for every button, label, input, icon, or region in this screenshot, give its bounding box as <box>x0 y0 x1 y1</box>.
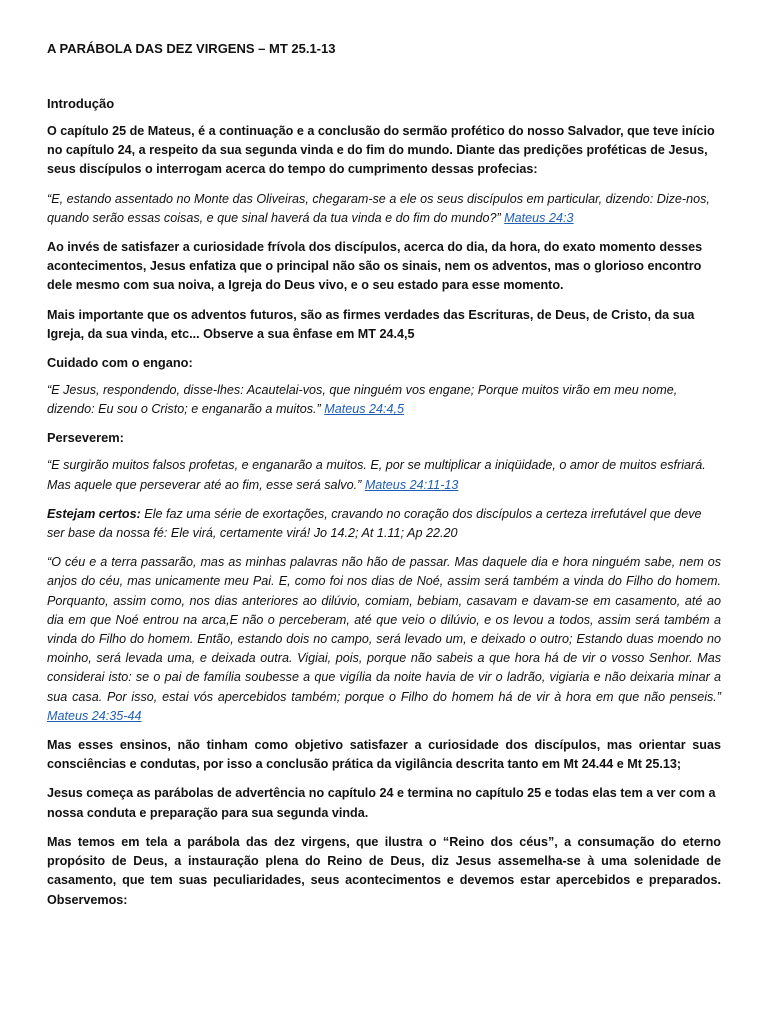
quote-text: “E Jesus, respondendo, disse-lhes: Acautelai-vos, que ninguém vos engane; Porque muitos virão em meu nome, dizendo: Eu sou o Cristo; e enganarão a muitos.” <box>47 383 678 417</box>
quote-mt-24-11-13 <box>47 456 721 494</box>
paragraph-estejam-certos <box>47 505 721 543</box>
paragraph-adventos: Mais importante que os adventos futuros, são as firmes verdades das Escrituras, de Deus, de Cristo, da sua Igreja, da sua vinda, etc... Observe a sua ênfase em MT 24.4,5 <box>47 307 695 341</box>
paragraph-curiosity: Ao invés de satisfazer a curiosidade frívola dos discípulos, acerca do dia, da hora, do exato momento desses acontecimentos, Jesus enfatiza que o principal não são os sinais, nem os adventos, mas o glorioso encontro dele mesmo com sua noiva, a Igreja do Deus vivo, e o seu estado para esse momento. <box>47 240 703 293</box>
quote-text: “E surgirão muitos falsos profetas, e enganarão a muitos. E, por se multiplicar a iniqüidade, o amor de muitos esfriará. Mas aquele que perseverar até ao fim, esse será salvo.” <box>47 458 706 492</box>
reference-link-mt-24-4-5[interactable]: Mateus 24:4,5 <box>324 402 405 417</box>
intro-heading: Introdução <box>47 96 115 111</box>
document-title: A PARÁBOLA DAS DEZ VIRGENS – MT 25.1-13 <box>47 41 336 56</box>
estejam-text: Ele faz uma série de exortações, cravando no coração dos discípulos a certeza irrefutável que deve ser base da nossa fé: Ele virá, certamente virá! Jo 14.2; At 1.11; Ap 22.20 <box>47 506 702 541</box>
quote-text: “E, estando assentado no Monte das Oliveiras, chegaram-se a ele os seus discípulos em particular, dizendo: Dize-nos, quando serão essas coisas, e que sinal haverá da tua vinda e do fim do mundo?” <box>47 191 710 225</box>
paragraph-parabolas: Jesus começa as parábolas de advertência no capítulo 24 e termina no capítulo 25 e todas elas tem a ver com a nossa conduta e preparação para sua segunda vinda. <box>47 786 716 820</box>
quote-mt-24-35-44 <box>47 553 721 726</box>
paragraph-dez-virgens: Mas temos em tela a parábola das dez virgens, que ilustra o “Reino dos céus”, a consumação do eterno propósito de Deus, a instauração plena do Reino de Deus, diz Jesus assemelha-se à uma solenidade de casamento, que tem suas peculiaridades, seus acontecimentos e devemos estar apercebidos e preparados. Observemos: <box>47 834 721 907</box>
reference-link-mt-24-35-44[interactable]: Mateus 24:35-44 <box>47 708 142 723</box>
heading-perseverem: Perseverem: <box>47 430 124 446</box>
reference-link-mt-24-3[interactable]: Mateus 24:3 <box>504 210 574 225</box>
reference-link-mt-24-11-13[interactable]: Mateus 24:11-13 <box>364 477 459 492</box>
estejam-lead: Estejam certos: <box>47 506 141 521</box>
quote-mt-24-4-5 <box>47 381 721 419</box>
paragraph-intro: O capítulo 25 de Mateus, é a continuação e a conclusão do sermão profético do nosso Salvador, que teve início no capítulo 24, a respeito da sua segunda vinda e do fim do mundo. Diante das predições proféticas de Jesus, seus discípulos o interrogam acerca do tempo do cumprimento dessas profecias: <box>47 124 715 177</box>
heading-engano: Cuidado com o engano: <box>47 355 193 371</box>
paragraph-ensinos: Mas esses ensinos, não tinham como objetivo satisfazer a curiosidade dos discípulos, mas orientar suas consciências e condutas, por isso a conclusão prática da vigilância descrita tanto em Mt 24.44 e Mt 25.13; <box>47 738 721 772</box>
quote-mt-24-3 <box>47 190 721 228</box>
quote-text: “O céu e a terra passarão, mas as minhas palavras não hão de passar. Mas daquele dia e hora ninguém sabe, nem os anjos do céu, mas unicamente meu Pai. E, como foi nos dias de Noé, assim será também a vinda do Filho do homem. Porquanto, assim como, nos dias anteriores ao dilúvio, comiam, bebiam, casavam e davam-se em casamento, até ao dia em que Noé entrou na arca,E não o perceberam, até que veio o dilúvio, e os levou a todos, assim será também a vinda do Filho do homem. Então, estando dois no campo, será levado um, e deixado o outro; Estando duas moendo no moinho, será levada uma, e deixada outra. Vigiai, pois, porque não sabeis a que hora há de vir o vosso Senhor. Mas considerai isto: se o pai de família soubesse a que vigília da noite havia de vir o ladrão, vigiaria e não deixaria minar a sua casa. Por isso, estai vós apercebidos também; porque o Filho do homem há de vir à hora em que não penseis.” <box>47 555 721 704</box>
